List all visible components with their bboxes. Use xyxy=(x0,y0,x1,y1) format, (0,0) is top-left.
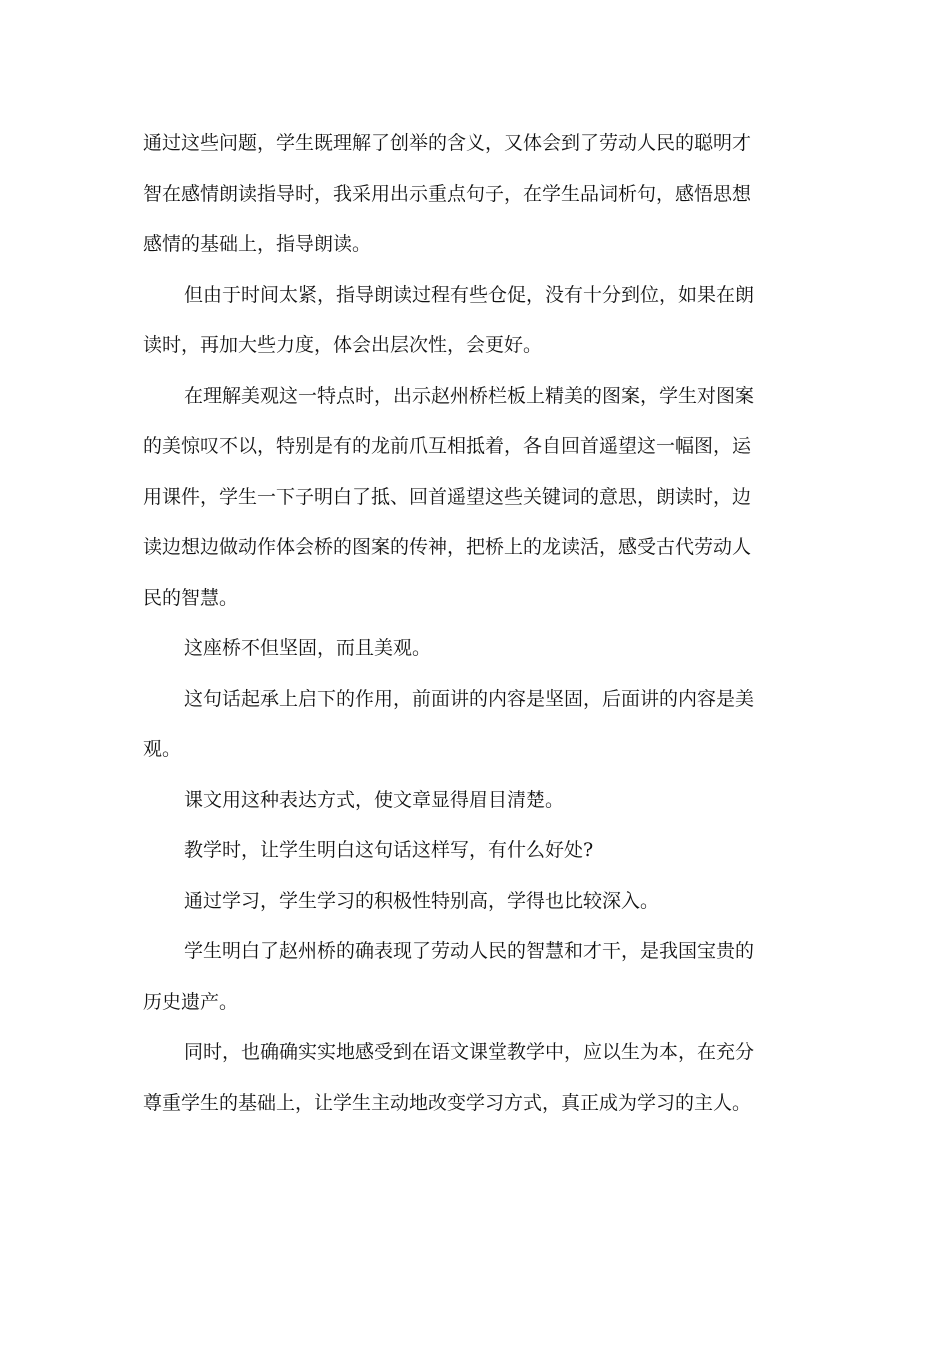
text-line: 用课件，学生一下子明白了抵、回首遥望这些关键词的意思，朗读时，边 xyxy=(143,485,752,508)
text-line: 的美惊叹不以，特别是有的龙前爪互相抵着，各自回首遥望这一幅图，运 xyxy=(143,435,752,457)
text-line: 感情的基础上，指导朗读。 xyxy=(143,233,372,255)
paragraph-first-line: 通过学习，学生学习的积极性特别高，学得也比较深入。 xyxy=(184,889,660,912)
paragraph-first-line: 同时，也确确实实地感受到在语文课堂教学中，应以生为本，在充分 xyxy=(184,1041,755,1063)
paragraph-first-line: 学生明白了赵州桥的确表现了劳动人民的智慧和才干，是我国宝贵的 xyxy=(184,940,755,962)
text-line: 民的智慧。 xyxy=(143,586,239,609)
paragraph-first-line: 课文用这种表达方式，使文章显得眉目清楚。 xyxy=(184,788,565,811)
text-line: 读时，再加大些力度，体会出层次性，会更好。 xyxy=(143,334,543,356)
text-line: 历史遗产。 xyxy=(143,990,239,1013)
text-line: 读边想边做动作体会桥的图案的传神，把桥上的龙读活，感受古代劳动人 xyxy=(143,536,752,558)
paragraph-first-line: 在理解美观这一特点时，出示赵州桥栏板上精美的图案，学生对图案 xyxy=(184,384,755,407)
paragraph-first-line: 这句话起承上启下的作用，前面讲的内容是坚固，后面讲的内容是美 xyxy=(184,687,755,710)
paragraph-first-line: 但由于时间太紧，指导朗读过程有些仓促，没有十分到位，如果在朗 xyxy=(184,283,755,306)
paragraph-first-line: 教学时，让学生明白这句话这样写，有什么好处? xyxy=(184,839,594,861)
text-line: 通过这些问题，学生既理解了创举的含义，又体会到了劳动人民的聪明才 xyxy=(143,132,752,154)
text-line: 智在感情朗读指导时，我采用出示重点句子，在学生品词析句，感悟思想 xyxy=(143,182,752,205)
text-line: 尊重学生的基础上，让学生主动地改变学习方式，真正成为学习的主人。 xyxy=(143,1091,752,1114)
paragraph-first-line: 这座桥不但坚固，而且美观。 xyxy=(184,637,432,659)
document-body xyxy=(143,118,759,1128)
text-line: 观。 xyxy=(143,738,182,760)
